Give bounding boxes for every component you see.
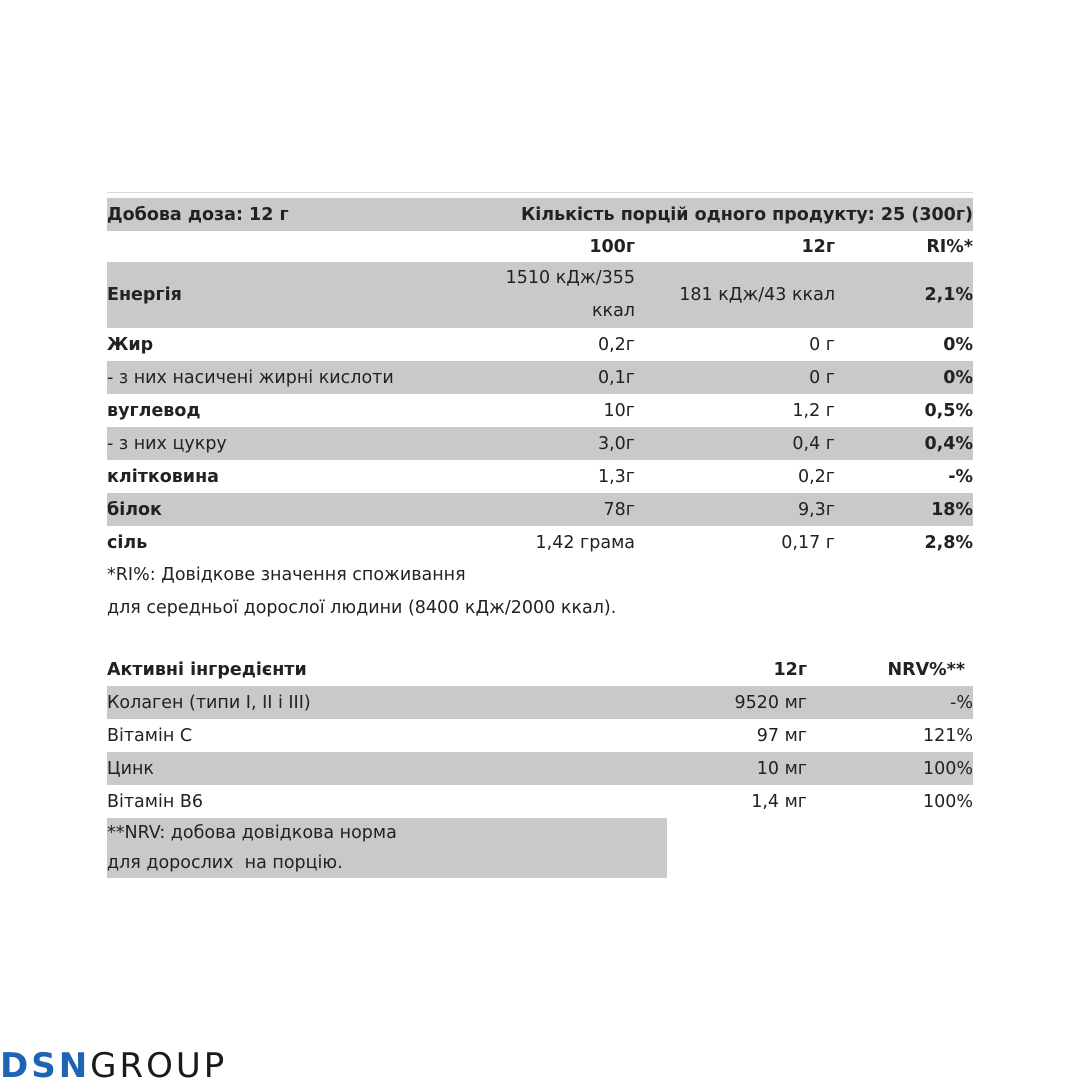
nutrient-ri: 0,5% [924, 400, 973, 421]
active-row-collagen [107, 686, 973, 719]
column-header-row [107, 231, 973, 262]
nutrient-ri: 0,4% [924, 433, 973, 454]
nutrition-row-carbohydrate [107, 394, 973, 427]
logo-dsn-text: DSN [0, 1046, 91, 1086]
nutrient-per100: 3,0г [597, 433, 635, 454]
nutrient-ri: 2,8% [924, 532, 973, 553]
nutrient-per12: 0 г [809, 367, 835, 388]
nutrient-per12: 181 кДж/43 ккал [679, 285, 835, 305]
nutrition-row-protein [107, 493, 973, 526]
nutrient-per12: 0 г [809, 334, 835, 355]
nutrient-name: клітковина [107, 466, 219, 487]
energy-per100-line1: 1510 кДж/355 [505, 268, 635, 288]
nutrient-per100: 0,2г [597, 334, 635, 355]
nutrient-name: - з них насичені жирні кислоти [107, 367, 394, 388]
energy-per100-line2: ккал [591, 301, 635, 321]
active-column-nrv: NRV%** [887, 659, 965, 680]
nutrition-row-saturated-fat [107, 361, 973, 394]
nrv-note-line1: **NRV: добова довідкова норма [107, 823, 397, 843]
nutrient-ri: 2,1% [924, 285, 973, 305]
nutrient-per12: 0,2г [797, 466, 835, 487]
nutrient-per100: 1,3г [597, 466, 635, 487]
nutrient-per12: 0,4 г [792, 433, 835, 454]
nutrient-ri: -% [948, 466, 973, 487]
nrv-note-box [107, 818, 667, 878]
top-divider [107, 192, 973, 193]
ri-note-line2: для середньої дорослої людини (8400 кДж/2000 ккал). [107, 598, 617, 618]
section-gap [107, 625, 973, 653]
nutrient-ri: 18% [931, 499, 973, 520]
nutrition-row-energy [107, 262, 973, 328]
active-row-zinc [107, 752, 973, 785]
nrv-note-line2: для дорослих на порцію. [107, 853, 343, 873]
ingredient-amount: 9520 мг [734, 692, 807, 713]
nutrition-row-sugars [107, 427, 973, 460]
column-header-12g: 12г [801, 236, 835, 257]
nutrient-per100: 10г [603, 400, 635, 421]
ingredient-name: Цинк [107, 758, 154, 779]
nutrient-per100: 78г [603, 499, 635, 520]
column-header-100g: 100г [589, 236, 635, 257]
ingredient-amount: 1,4 мг [751, 791, 807, 812]
nutrient-per100 [442, 262, 635, 328]
nutrient-per12: 1,2 г [792, 400, 835, 421]
dsn-group-logo [0, 1046, 227, 1086]
nutrient-per12: 0,17 г [781, 532, 835, 553]
logo-group-text: GROUP [90, 1046, 228, 1086]
active-ingredients-title: Активні інгредієнти [107, 659, 307, 680]
nutrient-name: Жир [107, 334, 154, 355]
nutrient-ri: 0% [943, 334, 973, 355]
ri-note-line1: *RI%: Довідкове значення споживання [107, 565, 466, 585]
ingredient-amount: 97 мг [756, 725, 807, 746]
servings-label: Кількість порцій одного продукту: 25 (300г) [520, 204, 973, 225]
active-row-vitamin-c [107, 719, 973, 752]
active-column-12g: 12г [773, 659, 807, 680]
ingredient-nrv: 121% [922, 725, 973, 746]
nutrient-name: Енергія [107, 285, 182, 305]
nutrient-per100: 1,42 грама [535, 532, 635, 553]
ingredient-nrv: -% [950, 692, 973, 713]
nutrition-row-salt [107, 526, 973, 559]
nutrient-per100: 0,1г [597, 367, 635, 388]
nutrition-facts-document [107, 192, 973, 878]
nutrient-name: вуглевод [107, 400, 201, 421]
ingredient-name: Вітамін B6 [107, 791, 203, 812]
daily-dose-label: Добова доза: 12 г [107, 204, 289, 225]
nutrition-row-fat [107, 328, 973, 361]
nutrient-name: - з них цукру [107, 433, 227, 454]
active-row-vitamin-b6 [107, 785, 973, 818]
nutrient-name: білок [107, 499, 162, 520]
ingredient-name: Колаген (типи I, II і III) [107, 692, 311, 713]
column-header-ri: RI%* [926, 236, 973, 257]
active-ingredients-header [107, 653, 973, 686]
ingredient-nrv: 100% [922, 758, 973, 779]
header-row [107, 198, 973, 231]
ingredient-amount: 10 мг [756, 758, 807, 779]
nutrient-per12: 9,3г [797, 499, 835, 520]
nutrient-name: сіль [107, 532, 148, 553]
ingredient-nrv: 100% [922, 791, 973, 812]
nutrition-row-fibre [107, 460, 973, 493]
nutrient-ri: 0% [943, 367, 973, 388]
ingredient-name: Вітамін C [107, 725, 193, 746]
